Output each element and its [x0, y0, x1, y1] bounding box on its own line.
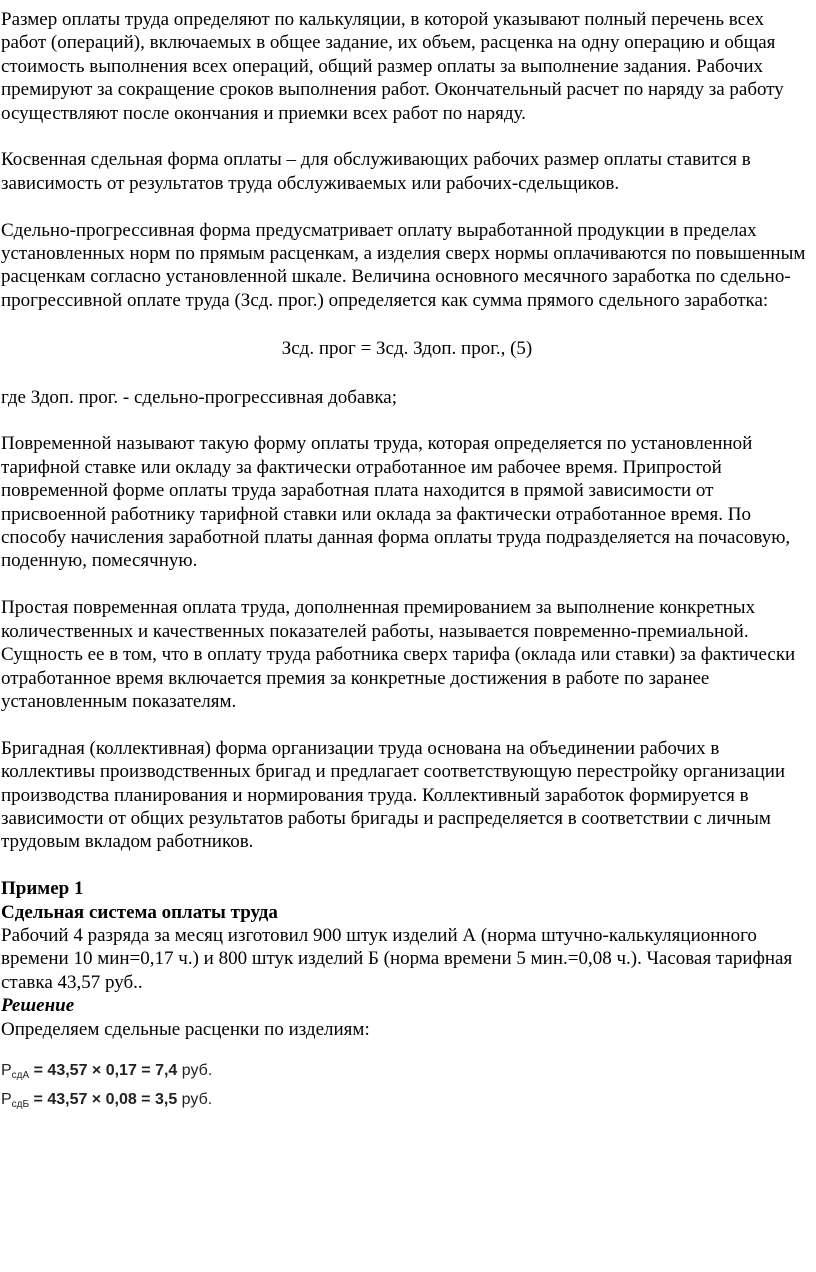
solution-label: Решение: [1, 995, 75, 1017]
formula-expression: = 43,57 × 0,08 = 3,5: [33, 1090, 178, 1108]
formula-unit: руб.: [181, 1090, 213, 1108]
document-page: [1, 8, 813, 1117]
paragraph-indirect-piecework: Косвенная сдельная форма оплаты – для обслуживающих рабочих размер оплаты ставится в зависимость от результатов труда обслуживаемых или рабочих-сдельщиков.: [1, 149, 751, 194]
formula-rate-a: [1, 1059, 813, 1088]
example-section: [1, 877, 813, 1117]
formula-rate-b: [1, 1088, 813, 1117]
paragraph-payment-calculation: Размер оплаты труда определяют по калькуляции, в которой указывают полный перечень всех работ (операций), включаемых в общее задание, их объем, расценка на одну операцию и общая стоимость выполнения всех операций, общий размер оплаты за выполнение задания. Рабочих премируют за сокращение сроков выполнения работ. Окончательный расчет по наряду за работу осуществляют после окончания и приемки всех работ по наряду.: [1, 9, 784, 124]
example-text: Рабочий 4 разряда за месяц изготовил 900 штук изделий А (норма штучно-калькуляционного времени 10 мин=0,17 ч.) и 800 штук изделий Б (норма времени 5 мин.=0,08 ч.). Часовая тарифная ставка 43,57 руб..: [1, 924, 793, 993]
example-subheading: Сдельная система оплаты труда: [1, 901, 278, 923]
formula-expression: = 43,57 × 0,17 = 7,4: [33, 1061, 178, 1079]
formula-subscript: сдБ: [11, 1098, 30, 1110]
formula-symbol: Р: [1, 1090, 12, 1108]
formula-block: [1, 1059, 813, 1117]
paragraph-where-definition: где Здоп. прог. - сдельно-прогрессивная добавка;: [1, 386, 398, 408]
formula-symbol: Р: [1, 1061, 12, 1079]
paragraph-brigade-form: Бригадная (коллективная) форма организации труда основана на объединении рабочих в коллективы производственных бригад и предлагает соответствующую перестройку организации производства планирования и нормирования труда. Коллективный заработок формируется в зависимости от общих результатов работы бригады и распределяется в соответствии с личным трудовым вкладом работников.: [1, 737, 786, 853]
formula-unit: руб.: [181, 1061, 213, 1079]
paragraph-time-bonus: Простая повременная оплата труда, дополненная премированием за выполнение конкретных количественных и качественных показателей работы, называется повременно-премиальной. Сущность ее в том, что в оплату труда работника сверх тарифа (оклада или ставки) за фактически отработанное время включается премия за конкретные достижения в работе по заранее установленным показателям.: [1, 597, 796, 712]
equation-5: Зсд. прог = Зсд. Здоп. прог., (5): [281, 338, 533, 360]
formula-subscript: сдА: [11, 1069, 30, 1081]
solution-text: Определяем сдельные расценки по изделиям:: [1, 1018, 370, 1040]
paragraph-time-based: Повременной называют такую форму оплаты труда, которая определяется по установленной тарифной ставке или окладу за фактически отработанное им рабочее время. Припростой повременной форме оплаты труда заработная плата находится в прямой зависимости от присвоенной работнику тарифной ставки или оклада за фактически отработанное время. По способу начисления заработной платы данная форма оплаты труда подразделяется на почасовую, поденную, помесячную.: [1, 433, 791, 572]
example-heading: Пример 1: [1, 878, 84, 900]
paragraph-piecework-progressive: Сдельно-прогрессивная форма предусматривает оплату выработанной продукции в пределах установленных норм по прямым расценкам, а изделия сверх нормы оплачиваются по повышенным расценкам согласно установленной шкале. Величина основного месячного заработка по сдельно-прогрессивной оплате труда (Зсд. прог.) определяется как сумма прямого сдельного заработка:: [1, 219, 806, 311]
